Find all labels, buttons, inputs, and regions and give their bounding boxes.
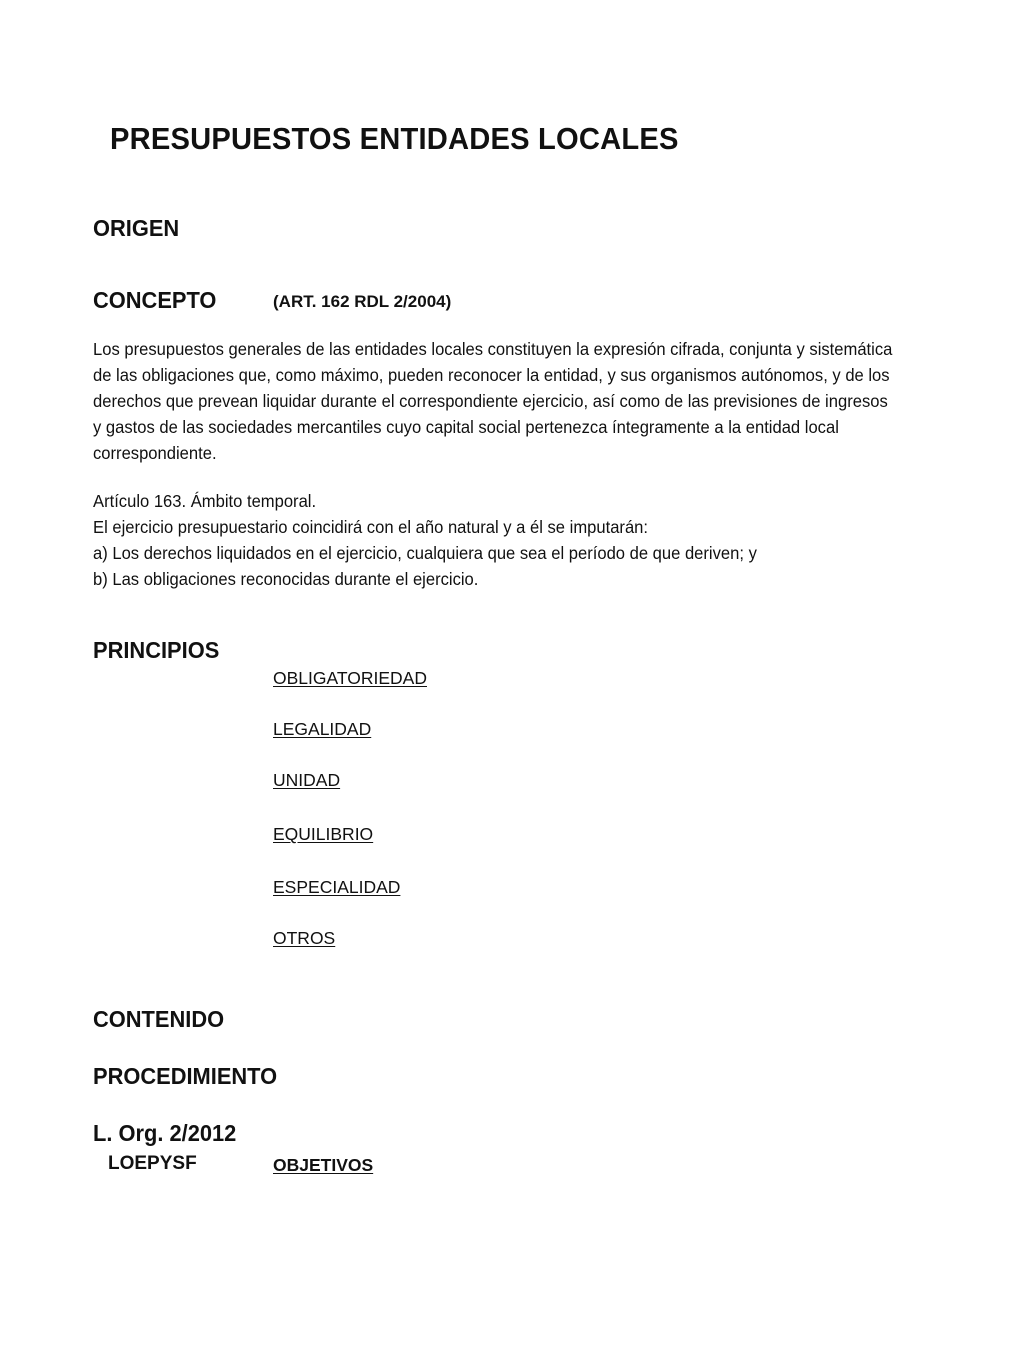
objetivos-link[interactable]: OBJETIVOS [273,1155,374,1175]
principio-unidad[interactable]: UNIDAD [273,770,341,790]
heading-principios: PRINCIPIOS [93,637,220,663]
concepto-text: Los presupuestos generales de las entidades locales constituyen la expresión cifrada, conjunta y sistemática de las obligaciones que, como máximo, pueden reconocer la entidad, y sus organismos autónomos, y de los derechos que prevean liquidar durante el correspondiente ejercicio, así como de las previsiones de ingresos y gastos de las sociedades mercantiles cuyo capital social pertenezca íntegramente a la entidad local correspondiente. [93,339,893,463]
articulo-heading: Artículo 163. Ámbito temporal. [93,491,317,511]
articulo-item-a: a) Los derechos liquidados en el ejercicio, cualquiera que sea el período de que deriven; y [93,543,757,563]
concepto-reference: (ART. 162 RDL 2/2004) [273,292,452,311]
concepto-paragraph [93,336,894,466]
articulo-block [93,488,757,592]
page-title: PRESUPUESTOS ENTIDADES LOCALES [110,121,679,156]
heading-contenido: CONTENIDO [93,1006,225,1032]
heading-origen: ORIGEN [93,215,180,241]
articulo-item-b: b) Las obligaciones reconocidas durante el ejercicio. [93,569,479,589]
principio-especialidad[interactable]: ESPECIALIDAD [273,877,401,897]
heading-concepto: CONCEPTO [93,287,217,313]
articulo-intro: El ejercicio presupuestario coincidirá con el año natural y a él se imputarán: [93,517,649,537]
ley-acronym: LOEPYSF [108,1153,197,1174]
heading-procedimiento: PROCEDIMIENTO [93,1063,278,1089]
principio-obligatoriedad[interactable]: OBLIGATORIEDAD [273,668,427,688]
principio-otros[interactable]: OTROS [273,928,336,948]
heading-ley-organica: L. Org. 2/2012 [93,1120,237,1146]
principio-equilibrio[interactable]: EQUILIBRIO [273,824,374,844]
principio-legalidad[interactable]: LEGALIDAD [273,719,372,739]
